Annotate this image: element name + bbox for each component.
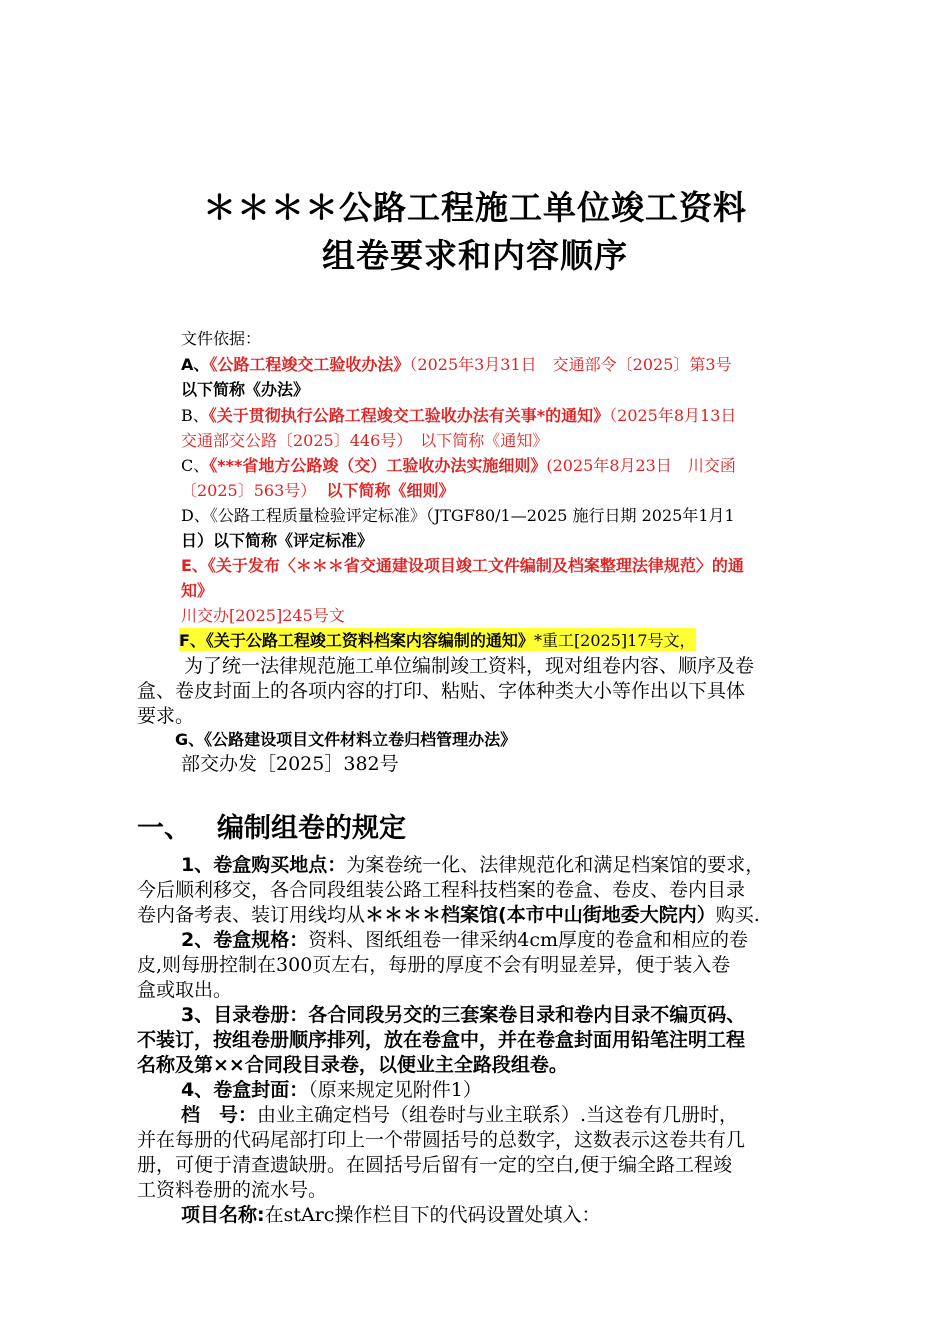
basis-C-line2 bbox=[181, 478, 454, 501]
item1-text1: 为案卷统一化、法律规范化和满足档案馆的要求， bbox=[346, 854, 765, 876]
basis-label: 文件依据： bbox=[181, 329, 262, 348]
doc-title-line2: 组卷要求和内容顺序 bbox=[322, 236, 628, 275]
basis-D-line2: 日）以下简称《评定标准》 bbox=[181, 531, 374, 550]
item1-line2: 今后顺利移交，各合同段组装公路工程科技档案的卷盒、卷皮、卷内目录 bbox=[137, 879, 746, 901]
basis-B-title: 《关于贯彻执行公路工程竣交工验收办法有关事*的通知》 bbox=[208, 406, 610, 425]
basis-G-line1: G、《公路建设项目文件材料立卷归档管理办法》 bbox=[175, 730, 517, 749]
basis-A bbox=[181, 352, 732, 375]
basis-D-line1: D、《公路工程质量检验评定标准》（JTGF80/1—2025 施行日期 2025年1月1 bbox=[181, 506, 735, 525]
section-heading bbox=[137, 806, 406, 845]
basis-E-line1: E、《关于发布〈＊＊＊省交通建设项目竣工文件编制及档案整理法律规范〉的通 bbox=[181, 556, 744, 575]
basis-B bbox=[181, 403, 736, 426]
xiangmu-line1 bbox=[181, 1200, 600, 1227]
basis-C bbox=[181, 453, 736, 476]
item1-text3b: ＊＊＊＊档案馆(本市中山街地委大院内） bbox=[365, 904, 716, 926]
basis-A-prefix: A、 bbox=[181, 355, 210, 374]
item1-heading: 1、卷盒购买地点： bbox=[181, 854, 347, 876]
basis-G-line2: 部交办发［2025］382号 bbox=[181, 753, 399, 775]
basis-E-line2: 知》 bbox=[181, 581, 214, 600]
basis-E-line3: 川交办[2025]245号文 bbox=[181, 606, 345, 625]
item2-line3: 盒或取出。 bbox=[137, 979, 233, 1001]
basis-C-line2a: 〔2025〕563号） bbox=[181, 481, 317, 500]
basis-F bbox=[179, 628, 696, 651]
doc-title-line1: ＊＊＊＊公路工程施工单位竣工资料 bbox=[203, 188, 747, 227]
danghao-text1: 由业主确定档号（组卷时与业主联系）.当这卷有几册时， bbox=[257, 1104, 739, 1126]
basis-B-line2: 交通部交公路〔2025〕446号） 以下简称《通知》 bbox=[181, 431, 549, 450]
item2-heading: 2、卷盒规格： bbox=[181, 929, 309, 951]
item4-heading: 4、卷盒封面： bbox=[181, 1079, 309, 1101]
intro-line3: 要求。 bbox=[137, 705, 195, 727]
intro-line2: 盒、卷皮封面上的各项内容的打印、粘贴、字体种类大小等作出以下具体 bbox=[137, 680, 746, 702]
section-title: 编制组卷的规定 bbox=[217, 813, 406, 844]
danghao-line4: 工资料卷册的流水号。 bbox=[137, 1179, 328, 1201]
item3-line2: 不装订，按组卷册顺序排列，放在卷盒中，并在卷盒封面用铅笔注明工程 bbox=[137, 1029, 746, 1051]
xiangmu-text: 在stArc操作栏目下的代码设置处填入： bbox=[264, 1204, 601, 1226]
basis-A-rest: （2025年3月31日 交通部令〔2025〕第3号 bbox=[409, 355, 732, 374]
item4-line1 bbox=[181, 1075, 482, 1102]
basis-A-line2: 以下简称《办法》 bbox=[181, 380, 310, 399]
danghao-line2: 并在每册的代码尾部打印上一个带圆括号的总数字，这数表示这卷共有几 bbox=[137, 1129, 746, 1151]
item2-line2: 皮,则每册控制在300页左右，每册的厚度不会有明显差异，便于装入卷 bbox=[137, 954, 731, 976]
item1-text3c: 购买. bbox=[715, 904, 760, 926]
basis-C-line2b: 以下简称《细则》 bbox=[326, 481, 455, 500]
basis-A-title: 《公路工程竣交工验收办法》 bbox=[209, 355, 410, 374]
danghao-line3: 册，可便于清查遗缺册。在圆括号后留有一定的空白,便于编全路工程竣 bbox=[137, 1154, 733, 1176]
xiangmu-heading: 项目名称: bbox=[181, 1204, 265, 1226]
item2-text1: 资料、图纸组卷一律采纳4cm厚度的卷盒和相应的卷 bbox=[308, 929, 748, 951]
basis-C-prefix: C、 bbox=[181, 456, 210, 475]
item3-line1: 3、目录卷册：各合同段另交的三套案卷目录和卷内目录不编页码、 bbox=[181, 1004, 746, 1026]
item1-line3 bbox=[137, 900, 760, 927]
intro-line1: 为了统一法律规范施工单位编制竣工资料，现对组卷内容、顺序及卷 bbox=[165, 655, 755, 677]
section-number: 一、 bbox=[137, 813, 191, 844]
item1-line1 bbox=[181, 850, 764, 877]
item3-line3: 名称及第××合同段目录卷，以便业主全路段组卷。 bbox=[137, 1054, 568, 1076]
basis-B-prefix: B、 bbox=[181, 406, 209, 425]
basis-C-title: 《***省地方公路竣（交）工验收办法实施细则》 bbox=[209, 456, 547, 475]
basis-F-title: F、《关于公路工程竣工资料档案内容编制的通知》 bbox=[179, 631, 534, 650]
basis-B-rest: （2025年8月13日 bbox=[609, 406, 737, 425]
danghao-line1 bbox=[181, 1100, 738, 1127]
danghao-heading: 档 号： bbox=[181, 1104, 258, 1126]
item2-line1 bbox=[181, 925, 748, 952]
item4-text: （原来规定见附件1） bbox=[308, 1079, 482, 1101]
item1-text3a: 卷内备考表、装订用线均从 bbox=[137, 904, 366, 926]
basis-C-rest: (2025年8月23日 川交函 bbox=[546, 456, 736, 475]
basis-F-rest: *重工[2025]17号文， bbox=[533, 631, 696, 650]
